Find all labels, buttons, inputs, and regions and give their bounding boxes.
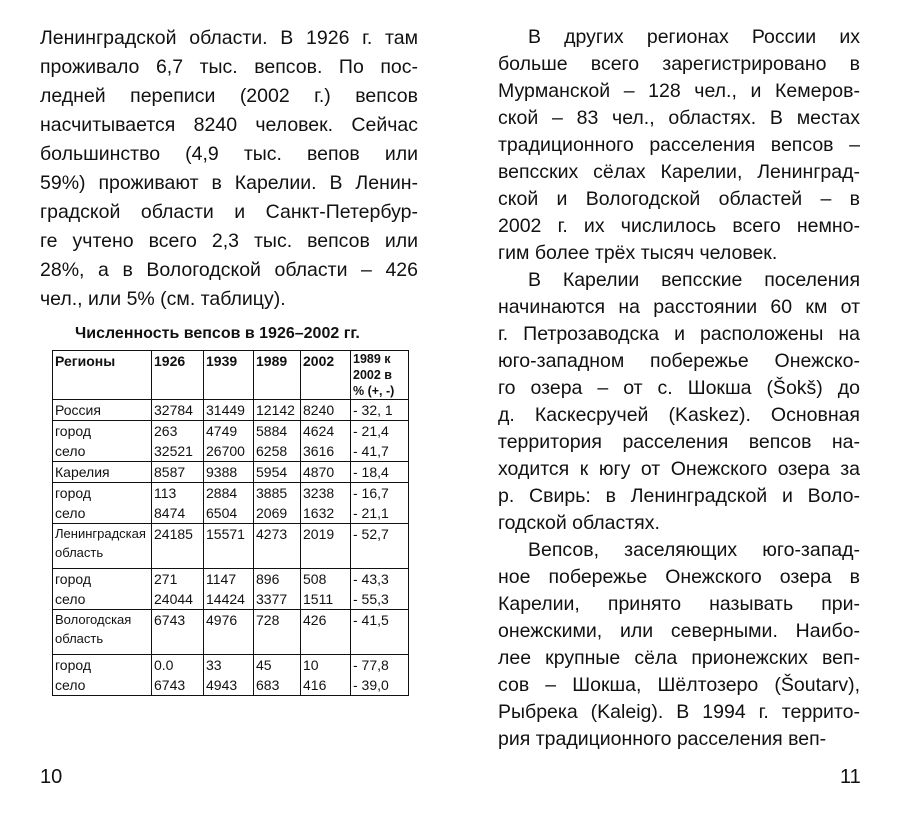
text-line: ге учтено всего 2,3 тыс. вепсов или [40,230,418,252]
text-line: Мурманской – 128 чел., и Кемеров- [498,80,860,102]
table-cell: Карелия [53,462,152,483]
table-cell: - 55,3 [351,589,409,610]
text-line: ской – 83 чел., областях. В местах [498,107,860,129]
text-line: градской области и Санкт-Петербур- [40,201,418,223]
table-cell: 426 [301,610,351,655]
table-cell: село [53,441,152,462]
table-cell: 6258 [254,441,301,462]
table-cell: 728 [254,610,301,655]
page-number-left: 10 [40,766,63,788]
table-cell: село [53,675,152,696]
table-cell: 6743 [152,610,204,655]
text-line: Вепсов, заселяющих юго-запад- [528,539,860,561]
text-line: 2002 г. их числилось всего немно- [498,215,860,237]
table-row [53,421,409,442]
table-cell: 31449 [204,400,254,421]
table-cell: 8587 [152,462,204,483]
table-header-cell: 1926 [152,351,204,400]
table-cell: 4273 [254,524,301,569]
text-line: гим более трёх тысяч человек. [498,242,778,264]
table-cell: 4624 [301,421,351,442]
table-cell: - 77,8 [351,655,409,676]
text-line: традиционного расселения вепсов – [498,134,860,156]
table-cell: Ленинградская область [53,524,152,569]
table-cell: 24185 [152,524,204,569]
table-cell: - 32, 1 [351,400,409,421]
table-cell: - 52,7 [351,524,409,569]
table-cell: город [53,421,152,442]
text-line: Рыбрека (Kaleig). В 1994 г. террито- [498,701,860,723]
text-line: В Карелии вепсские поселения [528,269,860,291]
table-cell: город [53,569,152,590]
table-cell: Вологодская область [53,610,152,655]
text-line: ное побережье Онежского озера в [498,566,860,588]
table-cell: Россия [53,400,152,421]
table-row [53,569,409,590]
table-cell: 3885 [254,483,301,504]
table-cell: 24044 [152,589,204,610]
text-line: 59%) проживают в Карелии. В Ленин- [40,172,418,194]
text-line: Ленинградской области. В 1926 г. там [40,27,418,49]
table-cell: - 39,0 [351,675,409,696]
table-row [53,483,409,504]
table-cell: 10 [301,655,351,676]
table-cell: 6743 [152,675,204,696]
table-cell: 2069 [254,503,301,524]
table-cell: 271 [152,569,204,590]
table-cell: 3616 [301,441,351,462]
text-line: лее крупные сёла прионежских веп- [498,647,860,669]
text-line: больше всего зарегистрировано в [498,53,860,75]
table-cell: - 41,5 [351,610,409,655]
text-line: вепсских сёлах Карелии, Ленинград- [498,161,860,183]
table-cell: 0.0 [152,655,204,676]
table-header-row [53,351,409,400]
table-cell: 8240 [301,400,351,421]
text-line: В других регионах России их [528,26,860,48]
table-row [53,655,409,676]
table-header-cell: 2002 [301,351,351,400]
table-cell: 6504 [204,503,254,524]
table-caption: Численность вепсов в 1926–2002 гг. [75,325,360,342]
table-cell: 1632 [301,503,351,524]
table-cell: - 21,1 [351,503,409,524]
table-cell: 508 [301,569,351,590]
table-cell: 5884 [254,421,301,442]
table-cell: - 18,4 [351,462,409,483]
table-header-cell: 1989 [254,351,301,400]
table-cell: 26700 [204,441,254,462]
table-cell: 8474 [152,503,204,524]
table-header-cell: 1939 [204,351,254,400]
table-cell: 4943 [204,675,254,696]
table-cell: 3238 [301,483,351,504]
table-row [53,441,409,462]
table-row [53,675,409,696]
text-line: сов – Шокша, Шёлтозеро (Šoutarv), [498,674,860,696]
table-cell: 32521 [152,441,204,462]
text-line: юго-западном побережье Онежско- [498,350,860,372]
table-cell: 896 [254,569,301,590]
table-row [53,524,409,569]
text-line: годской областях. [498,512,660,534]
text-line: начинаются на расстоянии 60 км от [498,296,860,318]
table-cell: 33 [204,655,254,676]
table-cell: 2019 [301,524,351,569]
text-line: территория расселения вепсов на- [498,431,860,453]
table-header-cell: 1989 к 2002 в % (+, -) [351,351,409,400]
table-cell: 45 [254,655,301,676]
text-line: ходится к югу от Онежского озера за [498,458,860,480]
table-row [53,503,409,524]
table-cell: село [53,589,152,610]
text-line: проживало 6,7 тыс. вепсов. По пос- [40,56,418,78]
table-cell: 4870 [301,462,351,483]
table-row [53,400,409,421]
table-cell: село [53,503,152,524]
text-line: ской и Вологодской областей – в [498,188,860,210]
text-line: 28%, а в Вологодской области – 426 [40,259,418,281]
table-cell: 14424 [204,589,254,610]
left-page-text [40,24,418,314]
table-cell: 9388 [204,462,254,483]
table-cell: - 16,7 [351,483,409,504]
text-line: большинство (4,9 тыс. вепов или [40,143,418,165]
table-row [53,610,409,655]
table-cell: город [53,483,152,504]
table-cell: 2884 [204,483,254,504]
table-cell: 4749 [204,421,254,442]
table-cell: - 41,7 [351,441,409,462]
text-line: рия традиционного расселения веп- [498,728,827,750]
text-line: р. Свирь: в Ленинградской и Воло- [498,485,860,507]
table-cell: 416 [301,675,351,696]
table-cell: 263 [152,421,204,442]
table-cell: 32784 [152,400,204,421]
text-line: ледней переписи (2002 г.) вепсов [40,85,418,107]
table-cell: 1147 [204,569,254,590]
text-line: д. Каскесручей (Kaskez). Основная [498,404,860,426]
table-row [53,462,409,483]
page-number-right: 11 [840,766,861,788]
table-cell: 15571 [204,524,254,569]
text-line: г. Петрозаводска и расположены на [498,323,860,345]
text-line: го озера – от с. Шокша (Šokš) до [498,377,860,399]
table-cell: - 43,3 [351,569,409,590]
population-table [52,350,409,696]
table-header-cell: Регионы [53,351,152,400]
table-cell: 3377 [254,589,301,610]
table-cell: 4976 [204,610,254,655]
table-cell: - 21,4 [351,421,409,442]
table-cell: город [53,655,152,676]
text-line: насчитывается 8240 человек. Сейчас [40,114,418,136]
table-cell: 12142 [254,400,301,421]
right-page-text [498,24,860,753]
table-cell: 683 [254,675,301,696]
table-cell: 5954 [254,462,301,483]
table-cell: 113 [152,483,204,504]
text-line: онежскими, или северными. Наибо- [498,620,860,642]
table-row [53,589,409,610]
text-line: чел., или 5% (см. таблицу). [40,288,286,310]
text-line: Карелии, принято называть при- [498,593,860,615]
table-cell: 1511 [301,589,351,610]
